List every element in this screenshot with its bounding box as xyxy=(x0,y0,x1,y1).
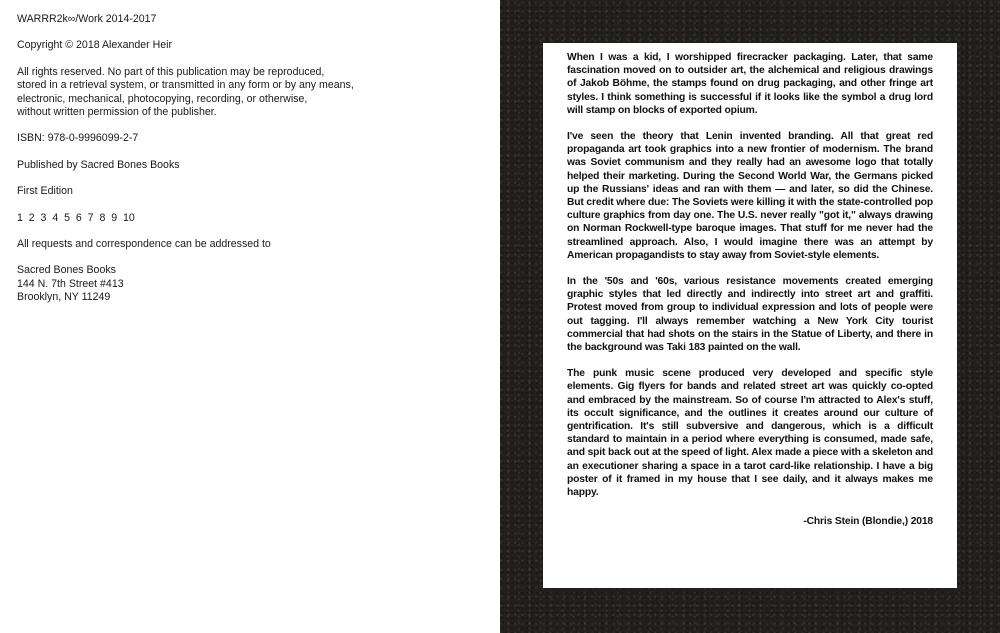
book-title: WARRR2k∞/Work 2014-2017 xyxy=(17,13,157,25)
address-line: Sacred Bones Books xyxy=(17,264,116,277)
address-line: Brooklyn, NY 11249 xyxy=(17,291,111,304)
foreword-paragraph: The punk music scene produced very developed and specific style elements. Gig flyers for bands and related street art was quickly co-opted and embraced by the mainstream. So of course I'm attracted to Alex's stuff, its occult significance, and the outlines it creates around our culture of gentrification. It's still subversive and dangerous, which is a difficult standard to maintain in a period where everything is consumed, made safe, and spit back out at the speed of light. Alex made a piece with a skeleton and an executioner sharing a space in a tarot card-like relationship. I have a big poster of it framed in my house that I see daily, and it always makes me happy. xyxy=(567,368,933,499)
printing-line: 1 2 3 4 5 6 7 8 9 10 xyxy=(17,211,135,224)
rights-line: electronic, mechanical, photocopying, recording, or otherwise, xyxy=(17,92,308,105)
address-line: 144 N. 7th Street #413 xyxy=(17,277,124,290)
foreword-paragraph: When I was a kid, I worshipped firecracker packaging. Later, that same fascination moved on to outsider art, the alchemical and religious drawings of Jakob Böhme, the stamps found on drug packaging, and other fringe art styles. I think something is successful if it looks like the symbol a drug lord will stamp on blocks of exported opium. xyxy=(567,52,933,116)
edition-line: First Edition xyxy=(17,185,73,198)
publisher-line: Published by Sacred Bones Books xyxy=(17,158,180,171)
publisher-address xyxy=(17,264,487,304)
rights-line: without written permission of the publisher. xyxy=(17,106,217,119)
isbn: ISBN: 978-0-9996099-2-7 xyxy=(17,132,139,145)
foreword-page xyxy=(500,0,1000,633)
requests-line: All requests and correspondence can be addressed to xyxy=(17,238,271,251)
foreword-paragraph: I've seen the theory that Lenin invented branding. All that great red propaganda art took graphics into a new frontier of modernism. The brand was Soviet communism and they really had an awesome logo that totally helped their marketing. During the Second World War, the Germans picked up the Russians' ideas and ran with them — and later, so did the Chinese. But credit where due: The Soviets were killing it with the state-controlled pop culture graphics from day one. The U.S. never really "got it," always drawing on Norman Rockwell-type baroque images. That stuff for me never had the streamlined approach. Also, I would imagine there was an attempt by American propagandists to stay away from Soviet-style elements. xyxy=(567,131,933,261)
foreword-text-box xyxy=(543,43,957,588)
foreword-paragraph: In the '50s and '60s, various resistance movements created emerging graphic styles that led directly and indirectly into street art and graffiti. Protest moved from group to individual expression and lots of people were out tagging. I'll always remember watching a New York City tourist commercial that had shots on the stairs in the Statue of Liberty, and there in the background was Taki 183 painted on the wall. xyxy=(567,276,933,354)
rights-notice xyxy=(17,66,487,120)
rights-line: All rights reserved. No part of this publication may be reproduced, xyxy=(17,65,325,78)
copyright-block xyxy=(17,13,487,318)
foreword-signature: -Chris Stein (Blondie,) 2018 xyxy=(803,516,933,528)
rights-line: stored in a retrieval system, or transmitted in any form or by any means, xyxy=(17,79,354,92)
copyright-line: Copyright © 2018 Alexander Heir xyxy=(17,39,173,52)
